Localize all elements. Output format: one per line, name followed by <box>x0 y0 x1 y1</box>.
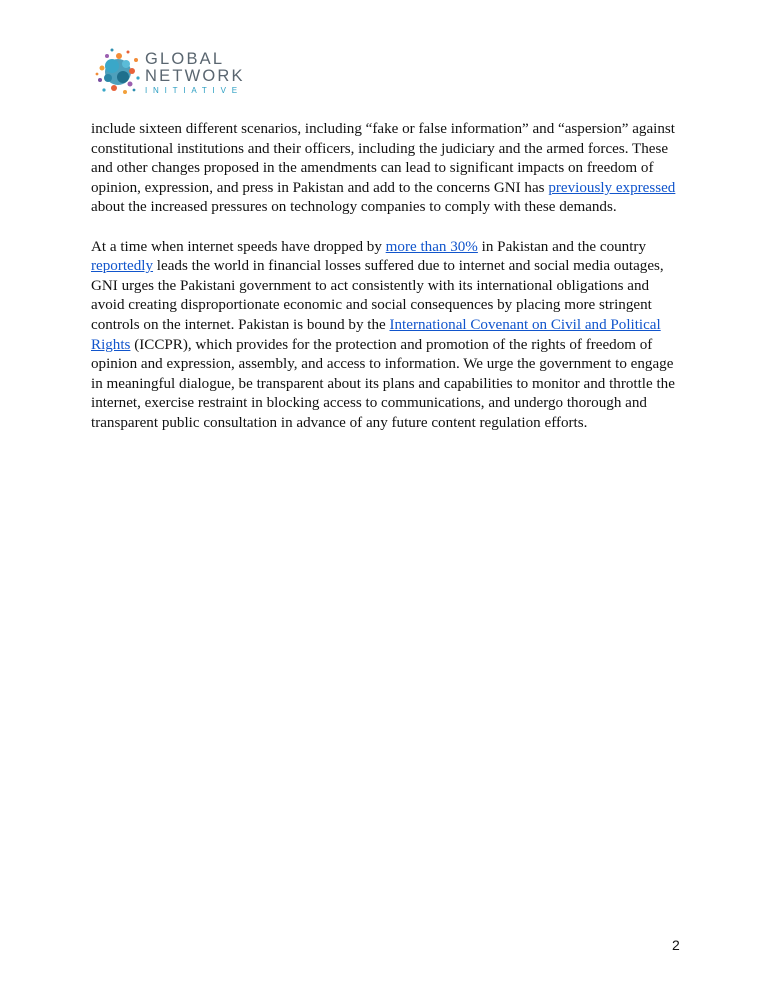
gni-logo <box>92 44 252 100</box>
link-iccpr[interactable]: International Covenant on Civil and Political Rights <box>91 316 661 353</box>
globe-network-logo-icon <box>92 44 144 98</box>
paragraph-text: about the increased pressures on technology companies to comply with these demands. <box>91 199 617 216</box>
document-body <box>91 120 685 453</box>
paragraph-2 <box>91 238 685 434</box>
page-number: 2 <box>672 937 680 953</box>
logo-line-network: NETWORK <box>145 67 245 85</box>
paragraph-text: in Pakistan and the country <box>477 238 646 255</box>
paragraph-1 <box>91 120 685 218</box>
logo-line-global: GLOBAL <box>145 50 225 68</box>
logo-line-initiative: INITIATIVE <box>145 86 243 95</box>
paragraph-text: (ICCPR), which provides for the protection and promotion of the rights of freedom of opinion and expression, assembly, and access to information. We urge the government to engage in meaningful dialogue, be transparent about its plans and capabilities to monitor and throttle the internet, exercise restraint in blocking access to communications, and undergo thorough and transparent public consultation in advance of any future content regulation efforts. <box>91 336 675 431</box>
logo-wordmark <box>145 51 245 96</box>
link-more-than-30-percent[interactable]: more than 30% <box>385 238 478 255</box>
paragraph-text: leads the world in financial losses suffered due to internet and social media outages, GNI urges the Pakistani government to act consistently with its international obligations and avoid creating disproportionate economic and social consequences by placing more stringent controls on the internet. Pakistan is bound by the <box>91 258 664 333</box>
link-reportedly[interactable]: reportedly <box>91 258 154 275</box>
link-previously-expressed[interactable]: previously expressed <box>548 179 676 196</box>
paragraph-text: include sixteen different scenarios, including “fake or false information” and “aspersion” against constitutional institutions and their officers, including the judiciary and the armed forces. These and other changes proposed in the amendments can lead to significant impacts on freedom of opinion, expression, and press in Pakistan and add to the concerns GNI has <box>91 121 675 196</box>
paragraph-text: At a time when internet speeds have dropped by <box>91 238 386 255</box>
